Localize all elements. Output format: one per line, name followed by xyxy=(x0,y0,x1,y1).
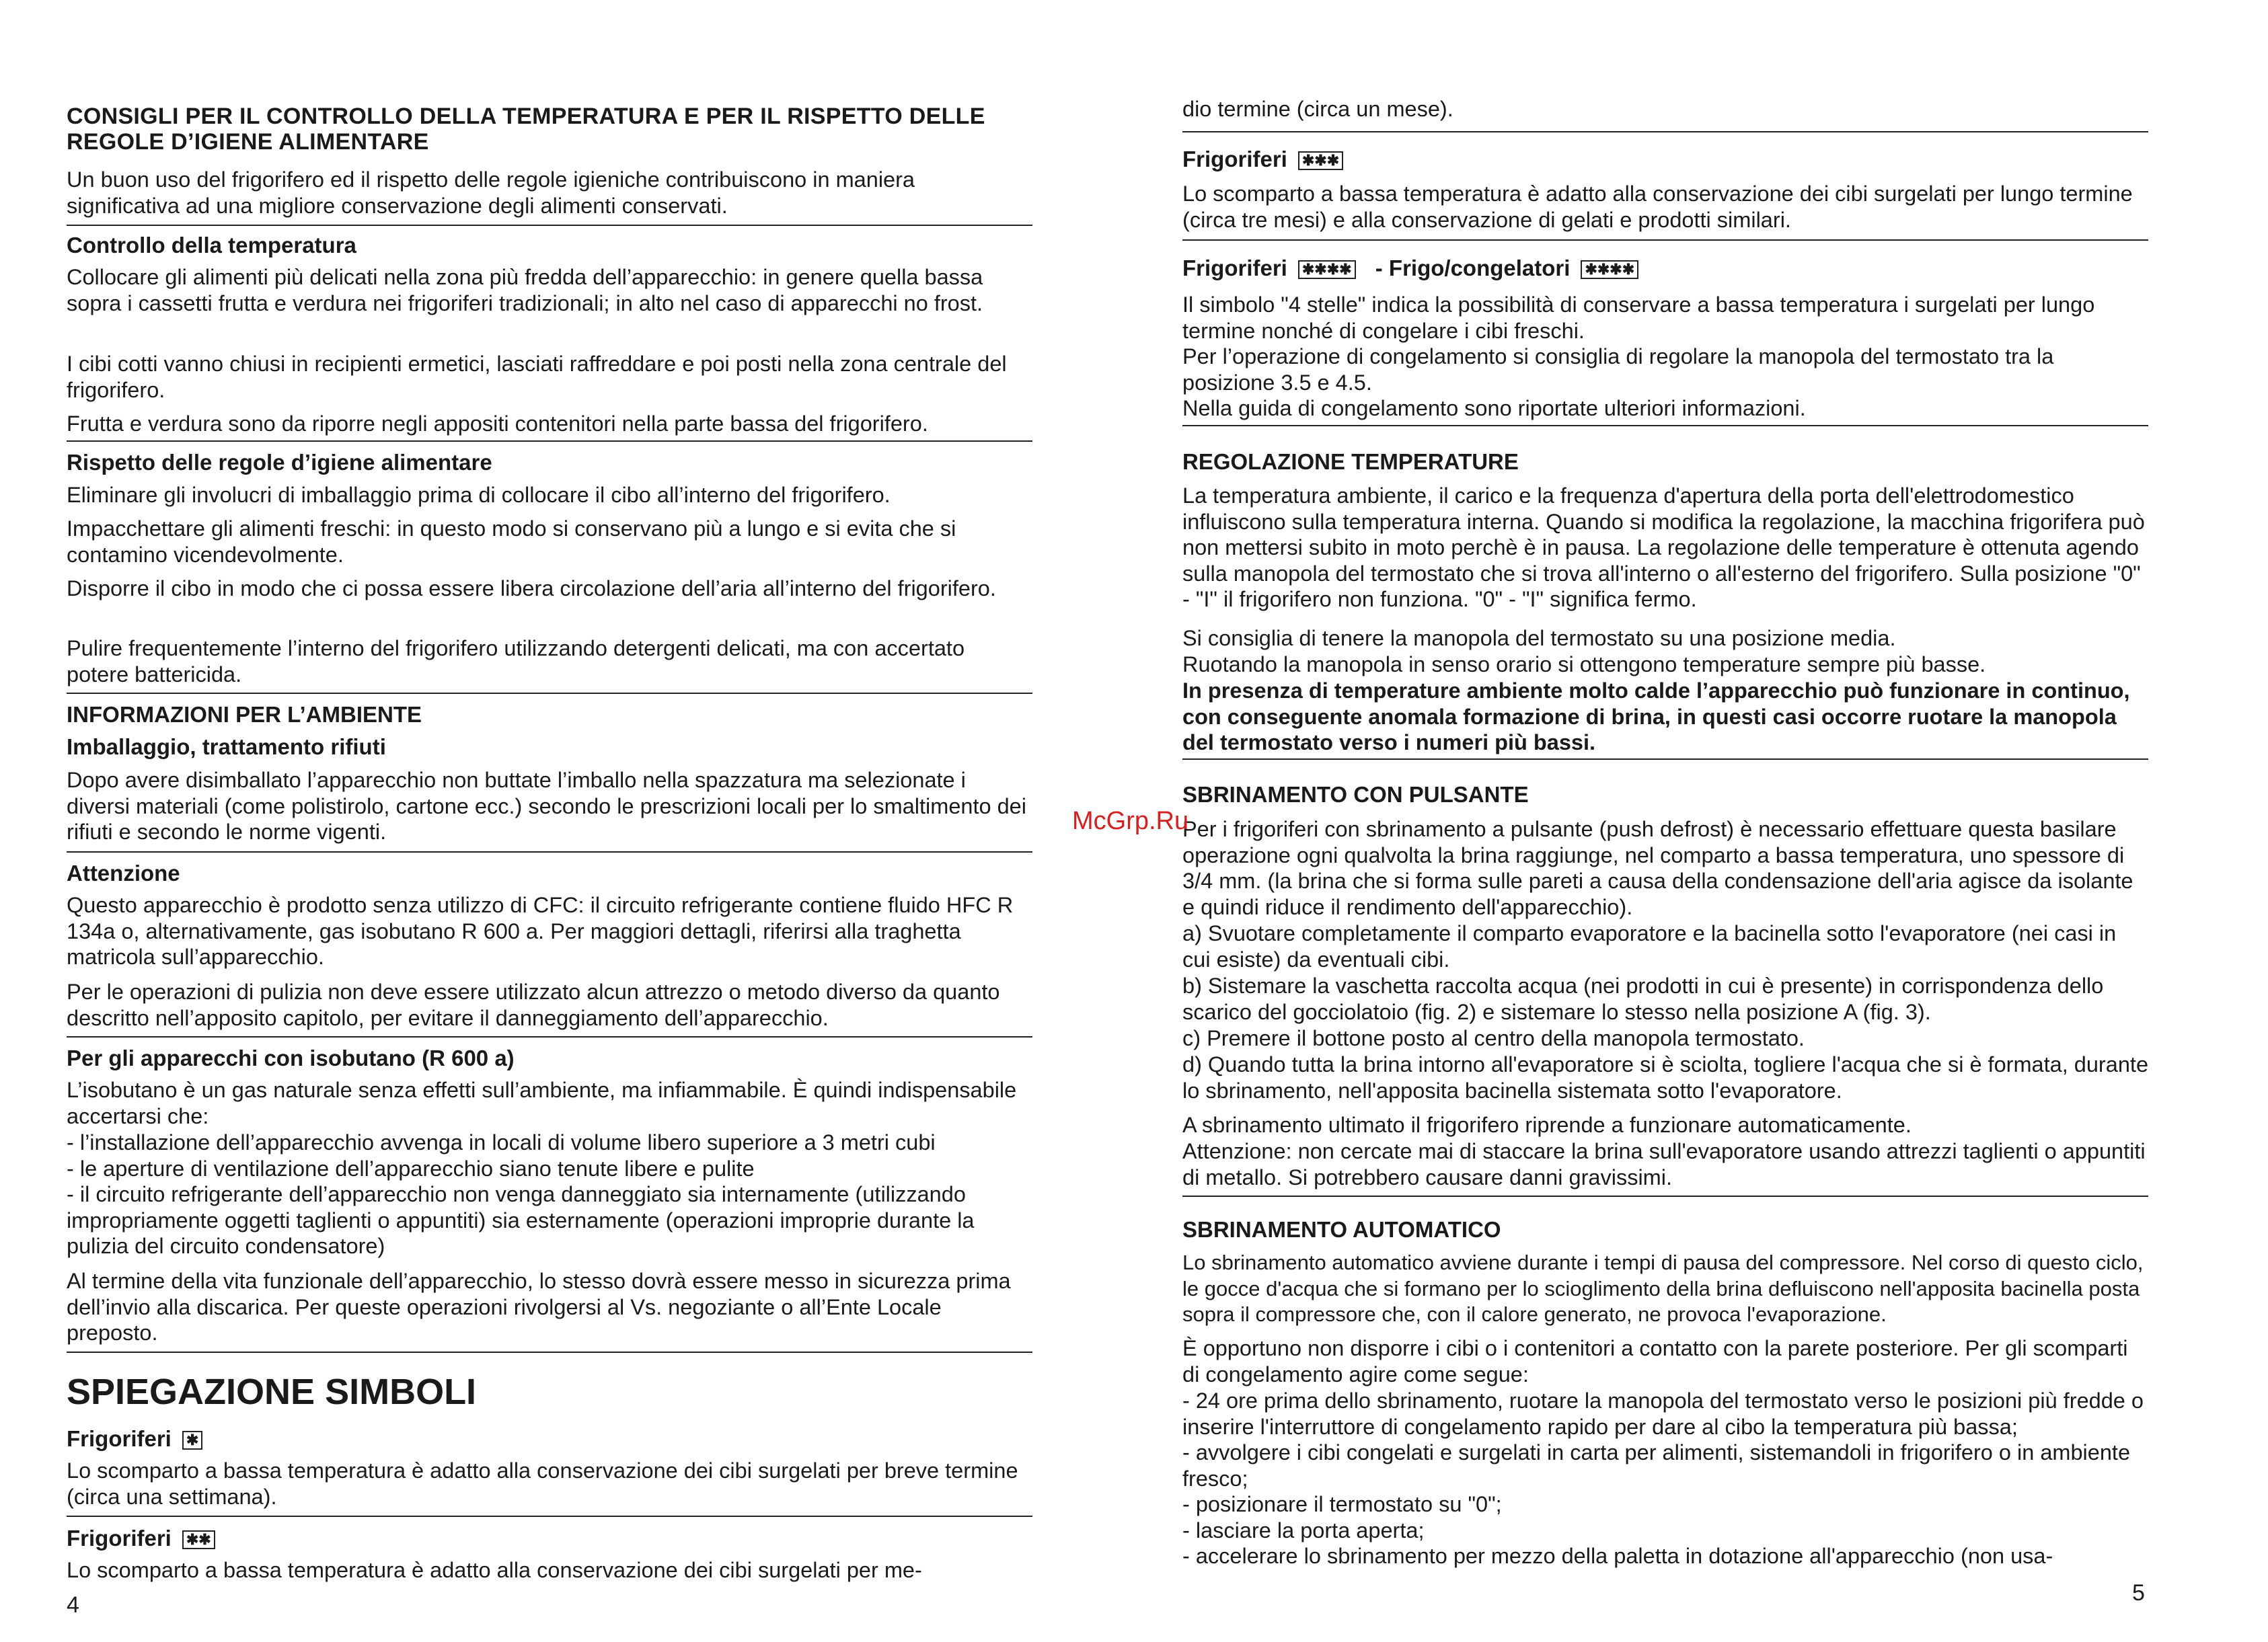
fridge-2-star-text: Lo scomparto a bassa temperatura è adatto alla conservazione dei cibi surgelati per me- xyxy=(67,1558,922,1582)
fridge-1-star-heading xyxy=(67,1426,1032,1452)
environment-p1: Dopo avere disimballato l’apparecchio non buttate l’imballo nella spazzatura ma selezionate i diversi materiali (come polistirolo, cartone ecc.) secondo le prescrizioni locali per lo smaltimento dei rifiuti e secondo le norme vigenti. xyxy=(67,768,1026,844)
fridge-2-star-heading xyxy=(67,1526,1032,1551)
list-item: - il circuito refrigerante dell’apparecchio non venga danneggiato sia internamente (utilizzando impropriamente oggetti taglienti o appuntiti) sia esternamente (operazioni improprie durante la pulizia del circuito condensatore) xyxy=(67,1182,975,1258)
push-defrost-a: a) Svuotare completamente il comparto evaporatore e la bacinella sotto l'evaporatore (nei casi in cui esiste) da eventuali cibi. xyxy=(1182,921,2117,972)
one-star-icon: ✱ xyxy=(182,1431,202,1450)
divider xyxy=(67,1352,1032,1353)
heading-push-defrost: SBRINAMENTO CON PULSANTE xyxy=(1182,782,1529,807)
push-defrost-c: c) Premere il bottone posto al centro della manopola termostato. xyxy=(1182,1026,1805,1050)
attention-p2: Per le operazioni di pulizia non deve essere utilizzato alcun attrezzo o metodo diverso da quanto descritto nell’apposito capitolo, per evitare il danneggiamento dell’apparecchio. xyxy=(67,980,1000,1030)
hygiene-p2: Impacchettare gli alimenti freschi: in questo modo si conservano più a lungo e si evita che si contamino vicendevolmente. xyxy=(67,516,956,567)
hygiene-p1: Eliminare gli involucri di imballaggio prima di collocare il cibo all’interno del frigorifero. xyxy=(67,483,891,507)
page-number-left: 4 xyxy=(67,1592,79,1618)
auto-defrost-p2: È opportuno non disporre i cibi o i contenitori a contatto con la parete posteriore. Per gli scomparti di congelamento agire come segue: xyxy=(1182,1336,2128,1386)
heading-auto-defrost: SBRINAMENTO AUTOMATICO xyxy=(1182,1217,1501,1242)
divider xyxy=(67,1036,1032,1038)
push-defrost-d: d) Quando tutta la brina intorno all'evaporatore si è sciolta, togliere l'acqua che si è formata, durante lo sbrinamento, nell'apposita bacinella sistemata sotto l'evaporatore. xyxy=(1182,1052,2149,1103)
page-number-right: 5 xyxy=(2132,1580,2145,1606)
four-star-freezer-icon: ✱✱✱✱ xyxy=(1581,260,1638,279)
fridge-4-label: Frigoriferi xyxy=(1182,256,1287,280)
two-star-icon: ✱✱ xyxy=(182,1530,215,1549)
fridge-4-star-p2: Per l’operazione di congelamento si consiglia di regolare la manopola del termostato tra la posizione 3.5 e 4.5. xyxy=(1182,344,2054,395)
fridge-3-star-text: Lo scomparto a bassa temperatura è adatto alla conservazione dei cibi surgelati per lungo termine (circa tre mesi) e alla conservazione di gelati e prodotti similari. xyxy=(1182,182,2133,232)
watermark-text: McGrp.Ru xyxy=(1072,807,1189,835)
auto-defrost-p1: Lo sbrinamento automatico avviene durante i tempi di pausa del compressore. Nel corso di questo ciclo, le gocce d'acqua che si formano per lo scioglimento della brina defluiscono nell'apposita bacinella posta sopra il compressore che, con il calore generato, ne provoca l'evaporazione. xyxy=(1182,1251,2144,1326)
hygiene-p3: Disporre il cibo in modo che ci possa essere libera circolazione dell’aria all’interno del frigorifero. xyxy=(67,576,996,600)
regulation-p2: Si consiglia di tenere la manopola del termostato su una posizione media. xyxy=(1182,626,1896,650)
list-item: - posizionare il termostato su "0"; xyxy=(1182,1492,1502,1516)
push-defrost-p3: Attenzione: non cercate mai di staccare la brina sull'evaporatore usando attrezzi taglienti o appuntiti di metallo. Si potrebbero causare danni gravissimi. xyxy=(1182,1139,2146,1189)
divider xyxy=(67,440,1032,442)
isobutane-list xyxy=(67,1130,1032,1259)
fridge-3-star-heading xyxy=(1182,147,2148,172)
title-line-1: CONSIGLI PER IL CONTROLLO DELLA TEMPERATURA E PER IL RISPETTO DELLE xyxy=(67,104,985,129)
continued-text: dio termine (circa un mese). xyxy=(1182,97,1453,121)
symbols-title: SPIEGAZIONE SIMBOLI xyxy=(67,1372,477,1412)
divider xyxy=(1182,239,2148,241)
fridge-1-star-text: Lo scomparto a bassa temperatura è adatto alla conservazione dei cibi surgelati per breve termine (circa una settimana). xyxy=(67,1458,1018,1509)
temp-control-p1: Collocare gli alimenti più delicati nella zona più fredda dell’apparecchio: in genere quella bassa sopra i cassetti frutta e verdura nei frigoriferi tradizionali; in alto nel caso di apparecchi no frost. xyxy=(67,265,983,315)
attention-p1: Questo apparecchio è prodotto senza utilizzo di CFC: il circuito refrigerante contiene fluido HFC R 134a o, alternativamente, gas isobutano R 600 a. Per maggiori dettagli, riferirsi alla traghetta matricola sull’apparecchio. xyxy=(67,893,1014,969)
fridge-2-label: Frigoriferi xyxy=(67,1526,172,1551)
divider xyxy=(67,851,1032,853)
temp-control-p2: I cibi cotti vanno chiusi in recipienti ermetici, lasciati raffreddare e poi posti nella zona centrale del frigorifero. xyxy=(67,352,1007,402)
subheading-packaging: Imballaggio, trattamento rifiuti xyxy=(67,734,386,759)
divider xyxy=(1182,758,2148,760)
isobutane-p2: Al termine della vita funzionale dell’apparecchio, lo stesso dovrà essere messo in sicurezza prima dell’invio alla discarica. Per queste operazioni rivolgersi al Vs. negoziante o all’Ente Locale preposto. xyxy=(67,1269,1011,1345)
temp-control-p3: Frutta e verdura sono da riporre negli appositi contenitori nella parte bassa del frigorifero. xyxy=(67,412,928,436)
fridge-freezer-label: - Frigo/congelatori xyxy=(1375,256,1571,280)
heading-attention: Attenzione xyxy=(67,861,180,886)
intro-paragraph: Un buon uso del frigorifero ed il rispetto delle regole igieniche contribuiscono in maniera significativa ad una migliore conservazione degli alimenti conservati. xyxy=(67,167,915,218)
list-item: - le aperture di ventilazione dell’apparecchio siano tenute libere e pulite xyxy=(67,1156,755,1181)
list-item: - lasciare la porta aperta; xyxy=(1182,1518,1425,1542)
fridge-3-label: Frigoriferi xyxy=(1182,147,1287,171)
heading-isobutane: Per gli apparecchi con isobutano (R 600 a) xyxy=(67,1046,515,1070)
heading-hygiene: Rispetto delle regole d’igiene alimentare xyxy=(67,450,492,475)
heading-temperature-control: Controllo della temperatura xyxy=(67,233,356,258)
push-defrost-p1: Per i frigoriferi con sbrinamento a pulsante (push defrost) è necessario effettuare questa basilare operazione ogni qualvolta la brina raggiunge, nel comparto a bassa temperatura, uno spessore di 3/4 mm. (la brina che si forma sulle pareti a causa della condensazione dell'aria agisce da isolante e quindi riduce il rendimento dell'apparecchio). xyxy=(1182,817,2133,919)
list-item: - 24 ore prima dello sbrinamento, ruotare la manopola del termostato verso le posizioni più fredde o inserire l'interruttore di congelamento rapido per dare al cibo la temperatura più bassa; xyxy=(1182,1389,2144,1439)
push-defrost-p2: A sbrinamento ultimato il frigorifero riprende a funzionare automaticamente. xyxy=(1182,1113,1912,1137)
fridge-4-star-heading xyxy=(1182,256,2148,281)
divider xyxy=(67,693,1032,694)
list-item: - accelerare lo sbrinamento per mezzo della paletta in dotazione all'apparecchio (non usa- xyxy=(1182,1544,2053,1568)
push-defrost-b: b) Sistemare la vaschetta raccolta acqua (nei prodotti in cui è presente) in corrispondenza dello scarico del gocciolatoio (fig. 2) e sistemare lo stesso nella posizione A (fig. 3). xyxy=(1182,974,2104,1024)
heading-environment: INFORMAZIONI PER L’AMBIENTE xyxy=(67,702,422,727)
fridge-1-label: Frigoriferi xyxy=(67,1426,172,1451)
regulation-p3: Ruotando la manopola in senso orario si ottengono temperature sempre più basse. xyxy=(1182,652,1986,676)
list-item: - avvolgere i cibi congelati e surgelati in carta per alimenti, sistemandoli in frigorifero o in ambiente fresco; xyxy=(1182,1440,2131,1491)
divider xyxy=(67,225,1032,226)
section-title-temperature-hygiene xyxy=(67,104,1032,155)
title-line-2: REGOLE D’IGIENE ALIMENTARE xyxy=(67,129,429,155)
regulation-p1: La temperatura ambiente, il carico e la frequenza d'apertura della porta dell'elettrodomestico influiscono sulla temperatura interna. Quando si modifica la regolazione, la macchina frigorifera può non mettersi subito in moto perchè è in pausa. La regolazione delle temperature è ottenuta agendo sulla manopola del termostato che si trova all'interno o all'esterno del frigorifero. Sulla posizione "0" - "I" il frigorifero non funziona. "0" - "I" significa fermo. xyxy=(1182,483,2145,611)
divider xyxy=(1182,131,2148,132)
divider xyxy=(1182,1196,2148,1197)
regulation-warning: In presenza di temperature ambiente molto calde l’apparecchio può funzionare in continuo, con conseguente anomala formazione di brina, in questi casi occorre ruotare la manopola del termostato verso i numeri più bassi. xyxy=(1182,678,2130,754)
hygiene-p4: Pulire frequentemente l’interno del frigorifero utilizzando detergenti delicati, ma con accertato potere battericida. xyxy=(67,636,965,687)
three-star-icon: ✱✱✱ xyxy=(1298,151,1343,170)
divider xyxy=(67,1516,1032,1517)
isobutane-p1: L’isobutano è un gas naturale senza effetti sull’ambiente, ma infiammabile. È quindi indispensabile accertarsi che: xyxy=(67,1078,1017,1128)
four-star-icon: ✱✱✱✱ xyxy=(1298,260,1356,279)
heading-regulation: REGOLAZIONE TEMPERATURE xyxy=(1182,449,1519,474)
auto-defrost-list xyxy=(1182,1388,2148,1569)
list-item: - l’installazione dell’apparecchio avvenga in locali di volume libero superiore a 3 metri cubi xyxy=(67,1130,936,1155)
divider xyxy=(1182,425,2148,426)
fridge-4-star-p3: Nella guida di congelamento sono riportate ulteriori informazioni. xyxy=(1182,396,1806,420)
fridge-4-star-p1: Il simbolo "4 stelle" indica la possibilità di conservare a bassa temperatura i surgelati per lungo termine nonché di congelare i cibi freschi. xyxy=(1182,292,2095,343)
